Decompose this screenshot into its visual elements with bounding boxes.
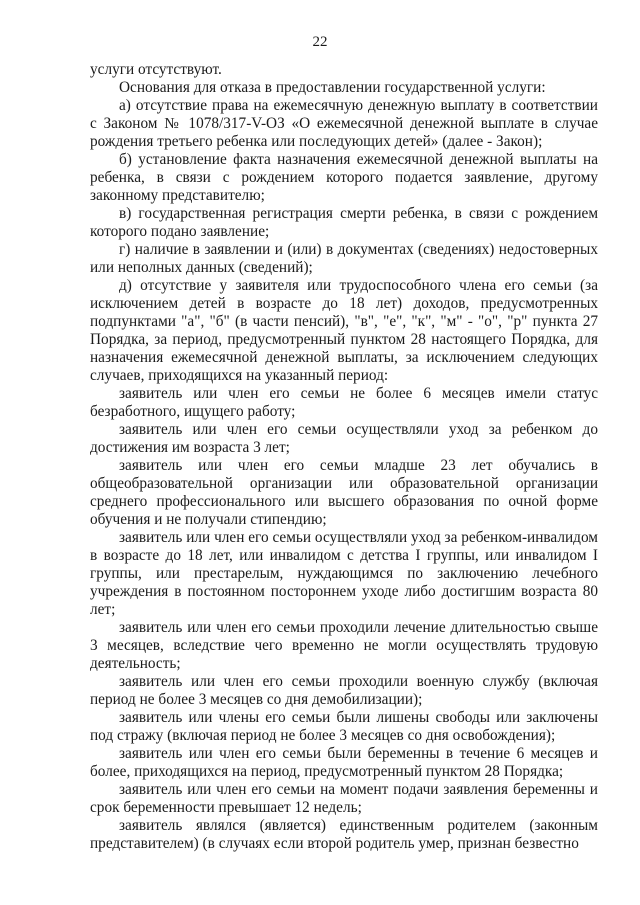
paragraph-item-v: в) государственная регистрация смерти ребенка, в связи с рождением которого подано заявление; xyxy=(90,205,598,240)
paragraph-exception-imprisonment: заявитель или члены его семьи были лишены свободы или заключены под стражу (включая период не более 3 месяцев со дня освобождения); xyxy=(90,709,598,744)
paragraph-continuation: услуги отсутствуют. xyxy=(90,61,222,78)
paragraph-exception-pregnancy-6m: заявитель или член его семьи были беременны в течение 6 месяцев и более, приходящихся на период, предусмотренный пунктом 28 Порядка; xyxy=(90,745,598,780)
paragraph-exception-disabled-care: заявитель или член его семьи осуществляли уход за ребенком-инвалидом в возрасте до 18 лет, или инвалидом с детства I группы, или инвалидом I группы, или престарелым, нуждающимся по заключению лечебного учреждения в постоянном постороннем уходе либо достигшим возраста 80 лет; xyxy=(90,529,598,618)
paragraph-exception-unemployed: заявитель или член его семьи не более 6 месяцев имели статус безработного, ищущего работу; xyxy=(90,385,598,420)
paragraph-item-g: г) наличие в заявлении и (или) в документах (сведениях) недостоверных или неполных данных (сведений); xyxy=(90,241,598,276)
paragraph-exception-military: заявитель или член его семьи проходили военную службу (включая период не более 3 месяцев со дня демобилизации); xyxy=(90,673,598,708)
paragraph-exception-childcare: заявитель или член его семьи осуществляли уход за ребенком до достижения им возраста 3 лет; xyxy=(90,421,598,456)
paragraph-exception-pregnancy-12w: заявитель или член его семьи на момент подачи заявления беременны и срок беременности превышает 12 недель; xyxy=(90,781,598,816)
paragraph-exception-treatment: заявитель или член его семьи проходили лечение длительностью свыше 3 месяцев, вследствие чего временно не могли осуществлять трудовую деятельность; xyxy=(90,619,598,672)
paragraph-item-d: д) отсутствие у заявителя или трудоспособного члена его семьи (за исключением детей в возрасте до 18 лет) доходов, предусмотренных подпунктами "а", "б" (в части пенсий), "в", "е", "к", "м" - "о", "р" пункта 27 Порядка, за период, предусмотренный пунктом 28 настоящего Порядка, для назначения ежемесячной денежной выплаты, за исключением следующих случаев, приходящихся на указанный период: xyxy=(90,277,598,384)
document-body xyxy=(90,61,598,853)
paragraph-exception-students: заявитель или член его семьи младше 23 лет обучались в общеобразовательной организации или образовательной организации среднего профессионального или высшего образования по очной форме обучения и не получали стипендию; xyxy=(90,457,598,528)
paragraph-item-a: а) отсутствие права на ежемесячную денежную выплату в соответствии с Законом № 1078/317-V-ОЗ «О ежемесячной денежной выплате в случае рождения третьего ребенка или последующих детей» (далее - Закон); xyxy=(90,97,598,150)
paragraph-grounds-heading: Основания для отказа в предоставлении государственной услуги: xyxy=(119,79,546,96)
page-number: 22 xyxy=(312,34,328,50)
paragraph-exception-single-parent: заявитель являлся (является) единственным родителем (законным представителем) (в случаях если второй родитель умер, признан безвестно xyxy=(90,817,598,852)
paragraph-item-b: б) установление факта назначения ежемесячной денежной выплаты на ребенка, в связи с рождением которого подается заявление, другому законному представителю; xyxy=(90,151,598,204)
